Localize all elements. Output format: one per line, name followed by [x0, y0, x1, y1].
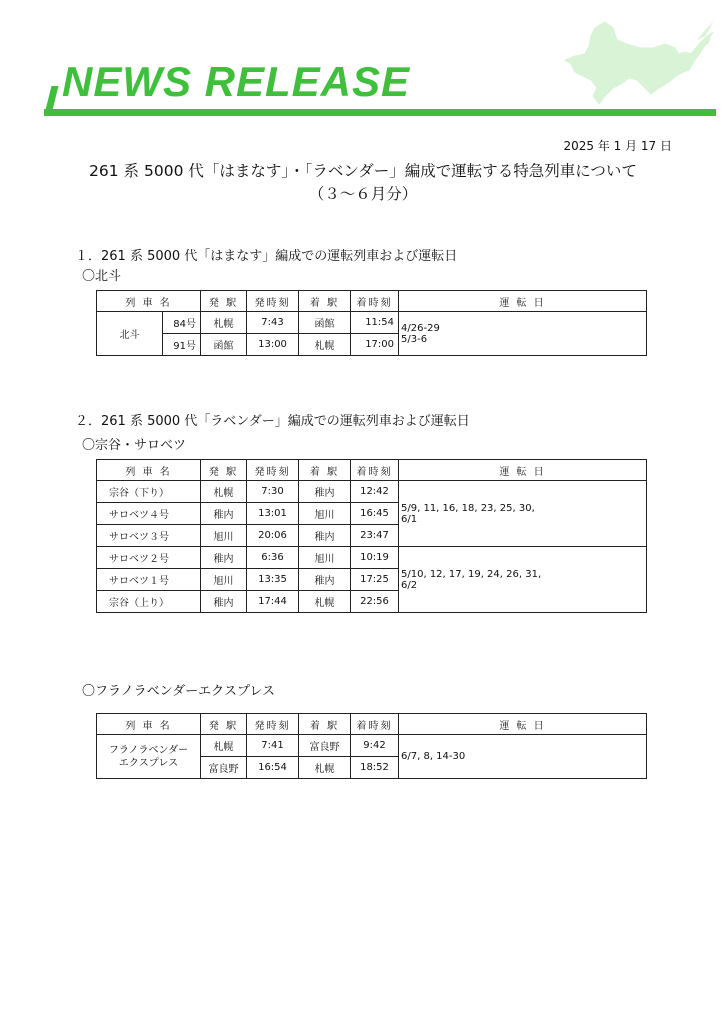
col-depart-time: 発時刻	[247, 291, 299, 312]
table-row	[97, 735, 647, 757]
operation-days-line: 6/1	[401, 513, 418, 525]
col-operation-days: 運 転 日	[399, 291, 647, 312]
operation-days	[399, 312, 647, 356]
arrive-time: 11:54	[351, 312, 399, 334]
document-title-line2: （３～６月分）	[308, 185, 418, 203]
depart-time: 13:35	[247, 569, 299, 591]
news-release-title: NEWS RELEASE	[62, 58, 411, 105]
col-train-name: 列 車 名	[97, 714, 201, 735]
section2-heading: ２．261 系 5000 代「ラベンダー」編成での運転列車および運転日	[75, 414, 470, 429]
depart-station: 稚内	[201, 591, 247, 613]
col-depart-time: 発時刻	[247, 460, 299, 481]
document-title	[0, 160, 726, 206]
release-date: 2025 年 1 月 17 日	[563, 139, 672, 153]
train-name: 宗谷（下り）	[97, 481, 201, 503]
arrive-station: 稚内	[299, 481, 351, 503]
depart-time: 20:06	[247, 525, 299, 547]
arrive-time: 12:42	[351, 481, 399, 503]
depart-station: 旭川	[201, 569, 247, 591]
header-accent-bar	[44, 109, 716, 116]
train-number: 84号	[163, 312, 201, 334]
arrive-station: 函館	[299, 312, 351, 334]
hokkaido-map-icon	[555, 14, 715, 110]
col-operation-days: 運 転 日	[399, 460, 647, 481]
operation-days	[399, 547, 647, 613]
table-row	[97, 312, 647, 334]
depart-station: 札幌	[201, 735, 247, 757]
train-name	[97, 735, 201, 779]
depart-station: 富良野	[201, 757, 247, 779]
table-header-row	[97, 714, 647, 735]
depart-time: 13:01	[247, 503, 299, 525]
operation-days: 6/7, 8, 14-30	[399, 735, 647, 779]
arrive-time: 17:25	[351, 569, 399, 591]
col-train-name: 列 車 名	[97, 291, 201, 312]
depart-time: 13:00	[247, 334, 299, 356]
arrive-time: 9:42	[351, 735, 399, 757]
depart-station: 稚内	[201, 503, 247, 525]
train-name: サロベツ１号	[97, 569, 201, 591]
col-depart-station: 発 駅	[201, 714, 247, 735]
depart-station: 札幌	[201, 312, 247, 334]
operation-days-line: 4/26-29	[401, 322, 440, 334]
operation-days-line: 5/9, 11, 16, 18, 23, 25, 30,	[401, 502, 535, 514]
col-depart-station: 発 駅	[201, 460, 247, 481]
train-name: 北斗	[97, 312, 163, 356]
table-header-row	[97, 291, 647, 312]
col-depart-station: 発 駅	[201, 291, 247, 312]
depart-time: 6:36	[247, 547, 299, 569]
col-arrive-time: 着時刻	[351, 714, 399, 735]
train-name: サロベツ４号	[97, 503, 201, 525]
depart-time: 16:54	[247, 757, 299, 779]
arrive-time: 17:00	[351, 334, 399, 356]
operation-days-line: 5/3-6	[401, 333, 428, 345]
arrive-time: 23:47	[351, 525, 399, 547]
operation-days	[399, 481, 647, 547]
soya-sarobetsu-schedule-table	[96, 459, 647, 613]
train-name: サロベツ３号	[97, 525, 201, 547]
operation-days-line: 5/10, 12, 17, 19, 24, 26, 31,	[401, 568, 542, 580]
col-arrive-time: 着時刻	[351, 291, 399, 312]
section3-subheading: 〇フラノラベンダーエクスプレス	[82, 684, 276, 699]
arrive-station: 旭川	[299, 547, 351, 569]
table-header-row	[97, 460, 647, 481]
train-name-line: エクスプレス	[118, 757, 179, 769]
col-arrive-station: 着 駅	[299, 714, 351, 735]
operation-days-line: 6/2	[401, 579, 418, 591]
arrive-time: 22:56	[351, 591, 399, 613]
train-name: サロベツ２号	[97, 547, 201, 569]
col-operation-days: 運 転 日	[399, 714, 647, 735]
col-arrive-station: 着 駅	[299, 460, 351, 481]
depart-station: 旭川	[201, 525, 247, 547]
depart-station: 函館	[201, 334, 247, 356]
depart-time: 7:43	[247, 312, 299, 334]
furano-lavender-schedule-table	[96, 713, 647, 779]
train-name-line: フラノラベンダー	[108, 744, 189, 756]
section1-heading: １．261 系 5000 代「はまなす」編成での運転列車および運転日	[75, 249, 458, 264]
hokuto-schedule-table	[96, 290, 647, 356]
train-name: 宗谷（上り）	[97, 591, 201, 613]
arrive-time: 16:45	[351, 503, 399, 525]
section2-subheading: 〇宗谷・サロベツ	[82, 438, 187, 453]
table-row	[97, 481, 647, 503]
depart-time: 7:30	[247, 481, 299, 503]
arrive-station: 札幌	[299, 334, 351, 356]
arrive-station: 富良野	[299, 735, 351, 757]
depart-station: 札幌	[201, 481, 247, 503]
arrive-time: 18:52	[351, 757, 399, 779]
arrive-station: 旭川	[299, 503, 351, 525]
train-number: 91号	[163, 334, 201, 356]
col-arrive-time: 着時刻	[351, 460, 399, 481]
document-title-line1: 261 系 5000 代「はまなす」・「ラベンダー」編成で運転する特急列車について	[89, 162, 637, 180]
arrive-station: 稚内	[299, 525, 351, 547]
section1-subheading: 〇北斗	[82, 269, 122, 284]
arrive-station: 札幌	[299, 757, 351, 779]
depart-time: 17:44	[247, 591, 299, 613]
table-row	[97, 547, 647, 569]
col-depart-time: 発時刻	[247, 714, 299, 735]
col-train-name: 列 車 名	[97, 460, 201, 481]
arrive-station: 札幌	[299, 591, 351, 613]
arrive-time: 10:19	[351, 547, 399, 569]
news-release-header	[0, 0, 726, 120]
depart-station: 稚内	[201, 547, 247, 569]
depart-time: 7:41	[247, 735, 299, 757]
col-arrive-station: 着 駅	[299, 291, 351, 312]
arrive-station: 稚内	[299, 569, 351, 591]
